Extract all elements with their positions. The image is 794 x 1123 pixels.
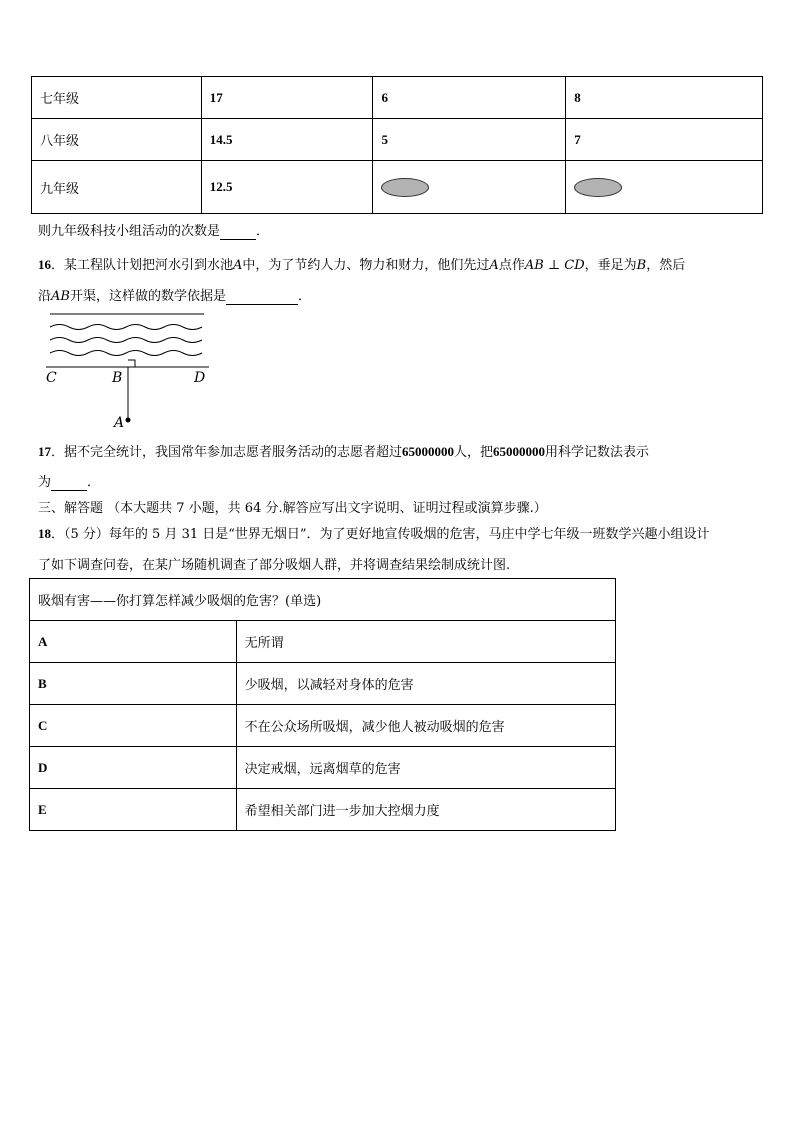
table-header-row: [30, 579, 616, 621]
q17-text: 为: [38, 475, 52, 490]
q17-text: 用科学记数法表示: [545, 445, 650, 460]
value-cell: 5: [373, 119, 566, 161]
q16-text: 中，为了节约人力、物力和财力，他们先过: [242, 258, 490, 273]
number-value: 65000000: [402, 444, 455, 459]
q16-line1: [38, 254, 685, 273]
math-var: A: [489, 258, 499, 273]
q18-text: ．（5 分）每年的 5 月 31 日是“世界无烟日”．为了更好地宣传吸烟的危害，马庄中学七年级一班数学兴趣小组设计: [51, 527, 710, 542]
section-heading: [38, 497, 547, 516]
question-number: 17: [38, 444, 51, 459]
option-letter: E: [30, 789, 237, 831]
river-pool-diagram: [44, 308, 214, 433]
grade-cell: 七年级: [32, 77, 202, 119]
value-cell: 17: [201, 77, 373, 119]
obscured-cell: [373, 161, 566, 214]
ink-blot-oval: [381, 178, 429, 197]
table-row: [32, 119, 763, 161]
obscured-cell: [566, 161, 763, 214]
option-letter: B: [30, 663, 237, 705]
option-text: 希望相关部门进一步加大控烟力度: [236, 789, 615, 831]
q18-line1: [38, 523, 710, 542]
option-text: 少吸烟，以减轻对身体的危害: [236, 663, 615, 705]
option-text: 无所谓: [236, 621, 615, 663]
q16-text: ．某工程队计划把河水引到水池: [51, 258, 234, 273]
q15-answer-line: [38, 220, 269, 240]
label-d: D: [194, 370, 206, 386]
q17-text: ．据不完全统计，我国常年参加志愿者服务活动的志愿者超过: [51, 445, 403, 460]
question-number: 18: [38, 526, 51, 541]
water-wave: [50, 338, 202, 343]
q16-end: ．: [297, 289, 311, 304]
q17-line2: [38, 471, 100, 491]
q16-text: 沿: [38, 289, 52, 304]
grade-cell: 九年级: [32, 161, 202, 214]
value-cell: 12.5: [201, 161, 373, 214]
section-title: 三、解答题 （本大题共 7 小题，共 64 分.解答应写出文字说明、证明过程或演算步骤.）: [38, 501, 547, 516]
q16-text: 点作: [498, 258, 525, 273]
table-row: [32, 161, 763, 214]
math-var: B: [636, 258, 647, 273]
survey-table: [29, 578, 616, 831]
label-a: A: [114, 415, 125, 431]
grade-cell: 八年级: [32, 119, 202, 161]
math-expression: AB ⊥ CD: [524, 258, 585, 273]
q15-end: ．: [256, 224, 270, 239]
q18-text: 了如下调查问卷，在某广场随机调查了部分吸烟人群，并将调查结果绘制成统计图.: [38, 558, 511, 573]
survey-question: 吸烟有害——你打算怎样减少吸烟的危害？(单选): [30, 579, 616, 621]
ink-blot-oval: [574, 178, 622, 197]
label-b: B: [112, 370, 123, 386]
q17-text: 人，把: [454, 445, 494, 460]
answer-blank: [220, 224, 256, 240]
option-letter: A: [30, 621, 237, 663]
q16-text: 开渠，这样做的数学依据是: [69, 289, 226, 304]
q16-text: ，垂足为: [584, 258, 637, 273]
math-var: A: [233, 258, 243, 273]
q17-end: ．: [87, 475, 101, 490]
value-cell: 6: [373, 77, 566, 119]
grade-activity-table: [31, 76, 763, 214]
water-wave: [50, 325, 202, 330]
water-wave: [50, 351, 202, 356]
q15-text: 则九年级科技小组活动的次数是: [38, 224, 221, 239]
value-cell: 14.5: [201, 119, 373, 161]
table-row: [32, 77, 763, 119]
label-c: C: [46, 370, 57, 386]
table-row: [30, 663, 616, 705]
value-cell: 7: [566, 119, 763, 161]
q16-line2: [38, 285, 311, 305]
option-text: 决定戒烟，远离烟草的危害: [236, 747, 615, 789]
table-row: [30, 705, 616, 747]
value-cell: 8: [566, 77, 763, 119]
point-a: [126, 418, 131, 423]
math-var: AB: [51, 289, 70, 304]
question-number: 16: [38, 257, 51, 272]
table-row: [30, 789, 616, 831]
right-angle-mark: [128, 360, 135, 367]
answer-blank: [51, 475, 87, 491]
answer-blank: [226, 289, 298, 305]
table-row: [30, 621, 616, 663]
table-row: [30, 747, 616, 789]
q16-text: ，然后: [646, 258, 686, 273]
number-value: 65000000: [493, 444, 546, 459]
option-letter: C: [30, 705, 237, 747]
q18-line2: [38, 554, 510, 573]
option-text: 不在公众场所吸烟，减少他人被动吸烟的危害: [236, 705, 615, 747]
option-letter: D: [30, 747, 237, 789]
q17-line1: [38, 441, 649, 460]
